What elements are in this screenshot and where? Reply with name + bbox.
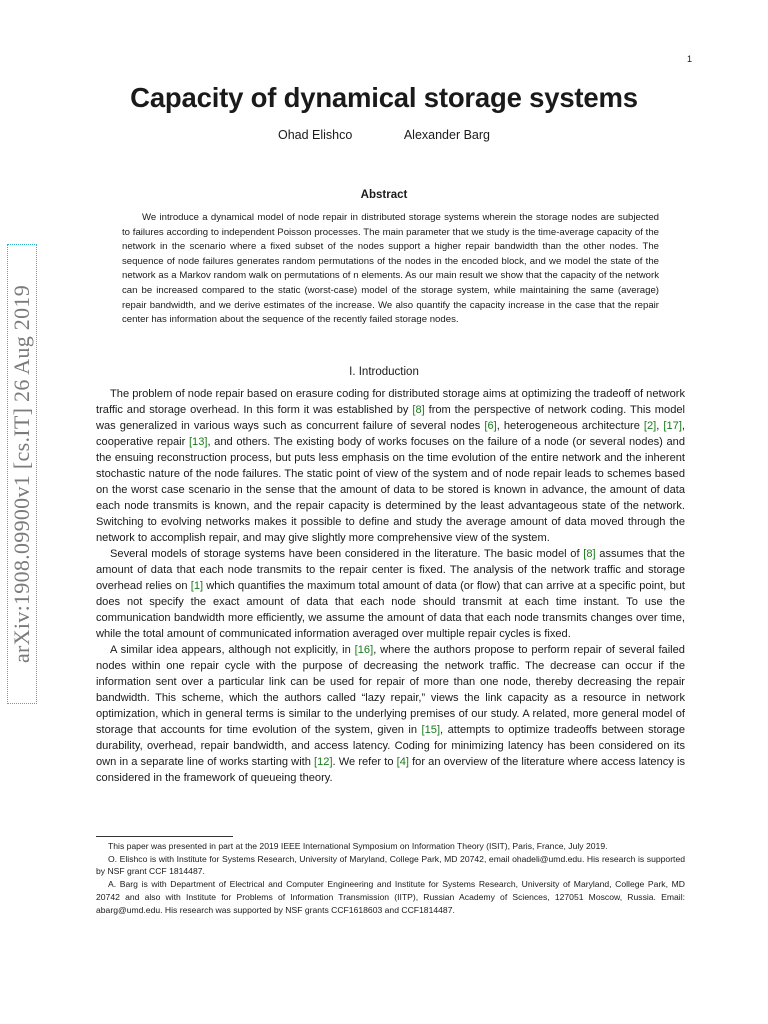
author-list	[0, 128, 768, 142]
footnote: O. Elishco is with Institute for Systems Research, University of Maryland, College Park, MD 20742, email ohadeli@umd.edu. His research is supported by NSF grant CCF 1814487.	[96, 853, 685, 877]
body-paragraph	[96, 386, 685, 546]
arxiv-identifier-text: arXiv:1908.09900v1 [cs.IT] 26 Aug 2019	[9, 284, 34, 664]
paragraph-text: from the perspective of network coding. This model was generalized in various ways such as concurrent failure of several nodes	[96, 404, 686, 432]
footnotes	[96, 840, 685, 916]
citation-link[interactable]: [16]	[354, 644, 374, 656]
citation-link[interactable]: [12]	[314, 756, 333, 768]
author-name: Ohad Elishco	[277, 128, 353, 142]
citation-link[interactable]: [4]	[396, 756, 409, 768]
body-text	[96, 386, 685, 786]
paragraph-text: ,	[656, 420, 664, 432]
citation-link[interactable]: [15]	[421, 724, 441, 736]
citation-link[interactable]: [2]	[643, 420, 657, 432]
footnote: This paper was presented in part at the 2019 IEEE International Symposium on Information Theory (ISIT), Paris, France, July 2019.	[108, 841, 608, 851]
abstract-text: We introduce a dynamical model of node repair in distributed storage systems wherein the storage nodes are subjected to failures according to independent Poisson processes. The main parameter that we study is the time-average capacity of the network in the scenario where a fixed subset of the nodes support a higher repair bandwidth than the other nodes. The sequence of node failures generates random permutations of the nodes in the encoded block, and we model the state of the network as a Markov random walk on permutations of n elements. As our main result we show that the capacity of the network can be increased compared to the static (worst-case) model of the storage system, while maintaining the same (average) repair bandwidth, and we derive estimates of the increase. We also quantify the capacity increase in the case that the repair center has information about the sequence of the recently failed storage nodes.	[122, 212, 659, 326]
paragraph-text: , attempts to optimize tradeoffs between storage durability, overhead, repair bandwidth, and access latency. Coding for minimizing latency has been considered on its own in a separate line of works starting with	[96, 724, 686, 768]
paragraph-text: The problem of node repair based on erasure coding for distributed storage aims at optimizing the tradeoff of network traffic and storage overhead. In this form it was established by	[96, 388, 685, 416]
paragraph-text: , cooperative repair	[96, 420, 686, 448]
body-paragraph	[96, 642, 685, 786]
citation-link[interactable]: [1]	[190, 580, 204, 592]
paragraph-text: , where the authors propose to perform repair of several failed nodes within one repair cycle with the purpose of decreasing the network traffic. The decrease can occur if the information sent over a particular link can be used for repair of more than one node, thereby decreasing the repair bandwidth. This scheme, which the authors called “lazy repair,” views the link capacity as a resource in network optimization, which in general terms is similar to the underlying premises of our study. A related, more general model of storage that accounts for time evolution of the system, given in	[96, 644, 685, 736]
citation-link[interactable]: [8]	[583, 548, 596, 560]
paragraph-text: assumes that the amount of data that each node transmits to the repair center is fixed. The analysis of the network traffic and storage overhead relies on	[96, 548, 685, 592]
paragraph-text: , and others. The existing body of works focuses on the failure of a node (or several nodes) and the ensuing reconstruction process, but puts less emphasis on the time evolution of the entire network and the inherent stochastic nature of the node failures. The static point of view of the system and of node repair leads to schemes based on the worst case scenario in the sense that the amount of data to be stored is known in advance, the amount of data each node transmits is known, and the repair capacity is determined by the least advantageous state of the network. Switching to evolving networks makes it possible to define and study the average amount of data moved through the network to accomplish repair, and may give slightly more comprehensive view of the system.	[96, 436, 686, 544]
abstract-heading: Abstract	[360, 189, 408, 201]
citation-link[interactable]: [17]	[663, 420, 682, 432]
citation-link[interactable]: [8]	[412, 404, 425, 416]
body-paragraph	[96, 546, 685, 642]
paragraph-text: . We refer to	[332, 756, 397, 768]
paragraph-text: Several models of storage systems have been considered in the literature. The basic model of	[110, 548, 584, 560]
citation-link[interactable]: [6]	[484, 420, 497, 432]
footnote: A. Barg is with Department of Electrical and Computer Engineering and Institute for Systems Research, University of Maryland, College Park, MD 20742 and also with Institute for Problems of Information Transmission (IITP), Russian Academy of Sciences, 127051 Moscow, Russia. Email: abarg@umd.edu. His research was supported by NSF grants CCF1618603 and CCF1814487.	[96, 879, 685, 915]
author-name: Alexander Barg	[403, 128, 490, 142]
paragraph-text: which quantifies the maximum total amount of data (or flow) that can arrive at a specific point, but does not specify the exact amount of data that each node should transmit at each time instant. To use the communication bandwidth more efficiently, we assume the amount of data that each node transmits changes over time, while the total amount of communicated information averaged over multiple repair cycles is fixed.	[96, 580, 686, 640]
arxiv-identifier-stamp[interactable]	[7, 244, 37, 704]
paragraph-text: for an overview of the literature where access latency is considered in the framework of queueing theory.	[96, 756, 685, 784]
page-number: 1	[686, 54, 692, 64]
paper-title: Capacity of dynamical storage systems	[130, 82, 638, 113]
section-heading: I. Introduction	[349, 366, 419, 378]
paragraph-text: , heterogeneous architecture	[496, 420, 644, 432]
citation-link[interactable]: [13]	[188, 436, 208, 448]
footnote-divider	[96, 836, 233, 837]
paragraph-text: A similar idea appears, although not explicitly, in	[110, 644, 355, 656]
